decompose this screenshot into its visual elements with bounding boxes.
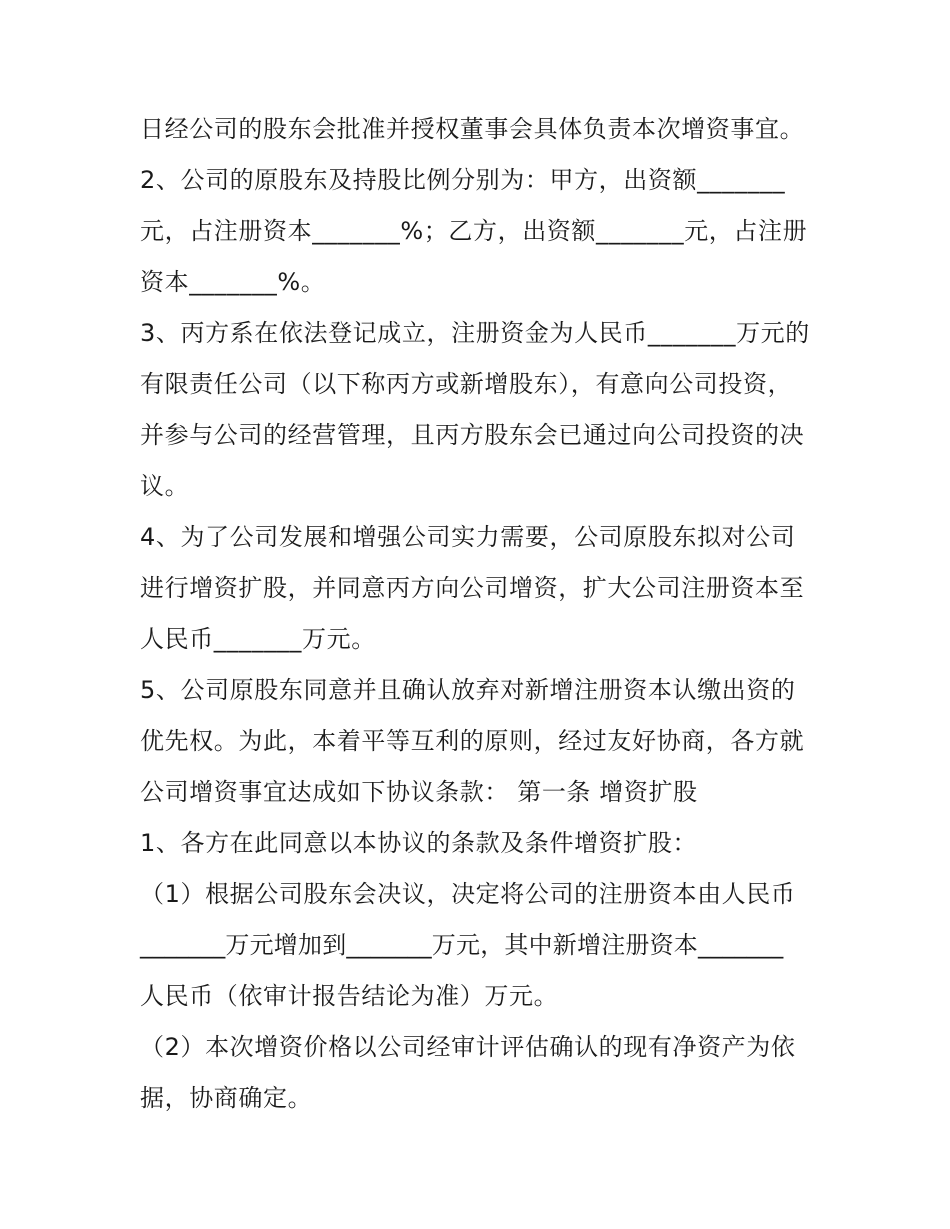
text-line: 人民币_______万元。 xyxy=(140,625,376,653)
text-line: 5、公司原股东同意并且确认放弃对新增注册资本认缴出资的 xyxy=(140,676,796,704)
text-line: 日经公司的股东会批准并授权董事会具体负责本次增资事宜。 xyxy=(140,115,805,143)
text-line: 优先权。为此，本着平等互利的原则，经过友好协商，各方就 xyxy=(140,727,805,755)
text-line: 人民币（依审计报告结论为准）万元。 xyxy=(140,982,559,1010)
text-line: 议。 xyxy=(140,472,190,500)
text-line: _______万元增加到_______万元，其中新增注册资本_______ xyxy=(140,931,784,959)
text-line: 据，协商确定。 xyxy=(140,1084,313,1112)
text-line: （1）根据公司股东会决议，决定将公司的注册资本由人民币 xyxy=(140,880,796,908)
text-line: 进行增资扩股，并同意丙方向公司增资，扩大公司注册资本至 xyxy=(140,574,805,602)
document-body xyxy=(140,104,820,1124)
text-line: 2、公司的原股东及持股比例分别为：甲方，出资额_______ xyxy=(140,166,786,194)
text-line: 元，占注册资本_______%；乙方，出资额_______元，占注册 xyxy=(140,217,808,245)
text-line: 1、各方在此同意以本协议的条款及条件增资扩股： xyxy=(140,829,698,857)
text-line: 4、为了公司发展和增强公司实力需要，公司原股东拟对公司 xyxy=(140,523,796,551)
text-line: 3、丙方系在依法登记成立，注册资金为人民币_______万元的 xyxy=(140,319,810,347)
text-line: （2）本次增资价格以公司经审计评估确认的现有净资产为依 xyxy=(140,1033,796,1061)
text-line: 并参与公司的经营管理，且丙方股东会已通过向公司投资的决 xyxy=(140,421,805,449)
text-line: 公司增资事宜达成如下协议条款： 第一条 增资扩股 xyxy=(140,778,698,806)
text-line: 资本_______%。 xyxy=(140,268,326,296)
text-line: 有限责任公司（以下称丙方或新增股东），有意向公司投资， xyxy=(140,370,793,398)
